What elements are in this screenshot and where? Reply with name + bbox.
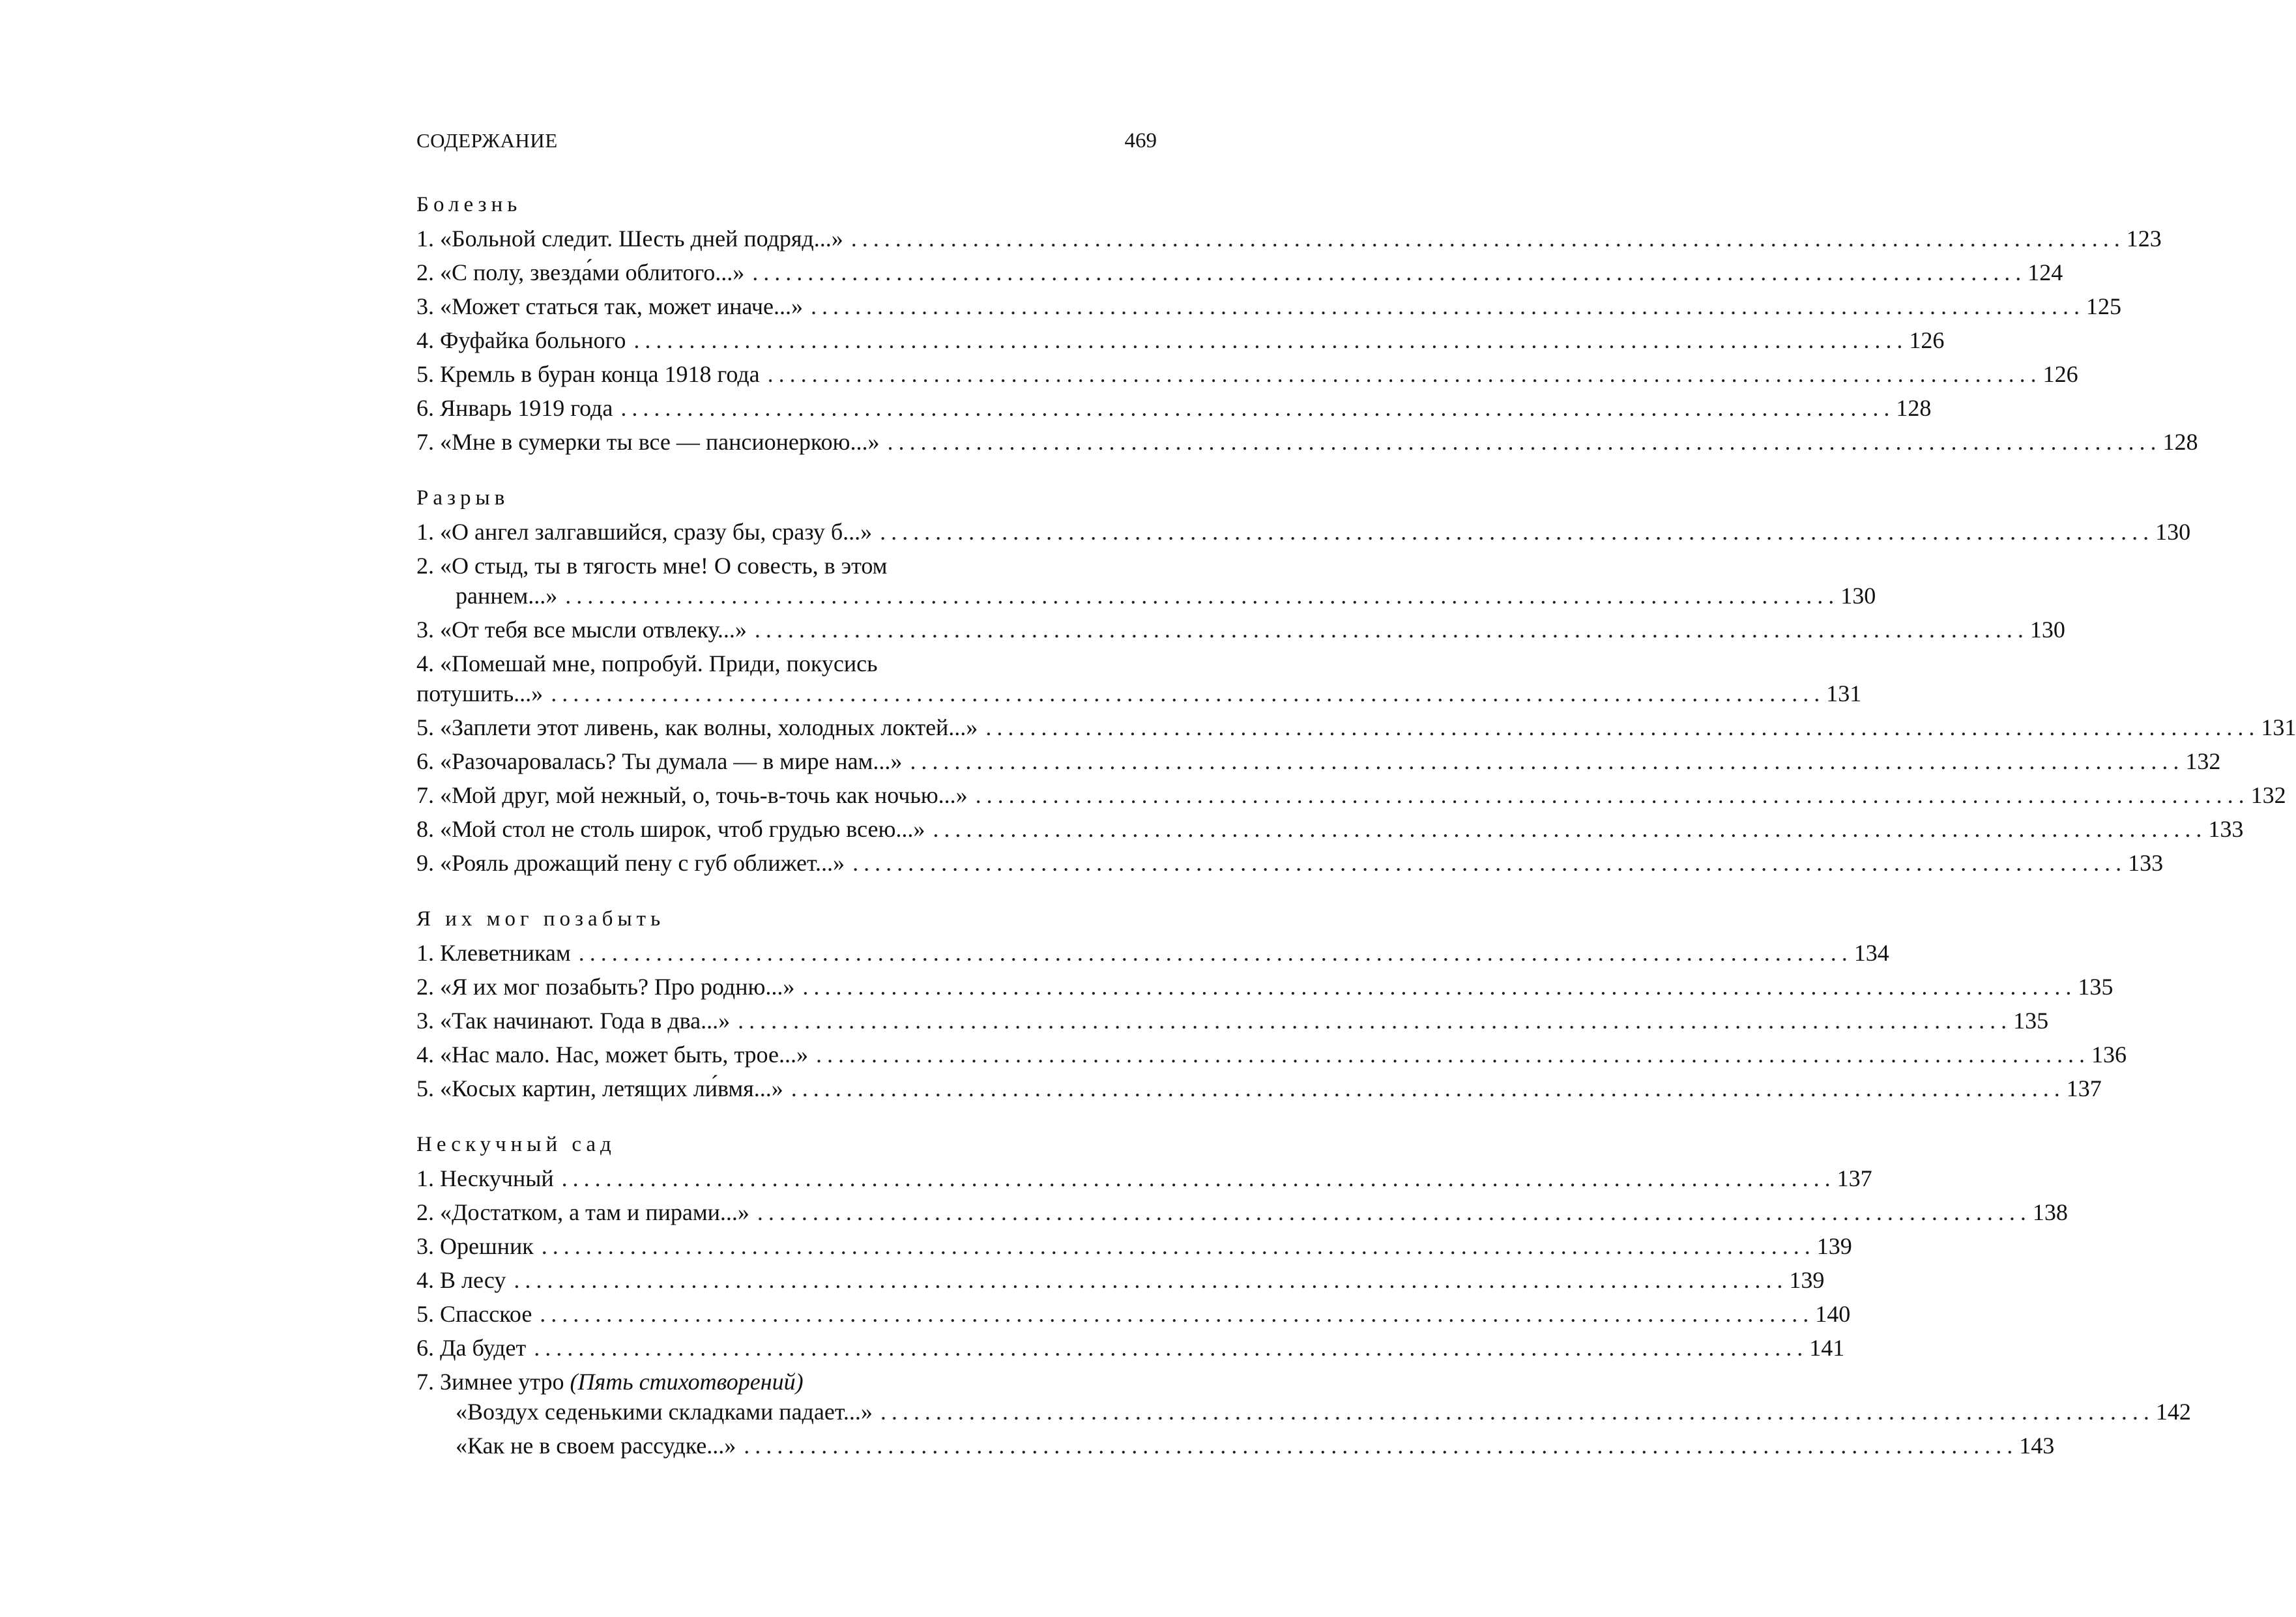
group-label: 7. Зимнее утро (416, 1369, 564, 1395)
dot-leader: ................................................................................................................... (633, 327, 1908, 353)
entry-page: 137 (2066, 1075, 2102, 1101)
dot-leader: ................................................................................................................... (551, 680, 1825, 707)
dot-leader: ................................................................................................................... (910, 748, 2185, 774)
toc-entry (416, 391, 1932, 425)
toc-entry (416, 289, 2121, 323)
entry-title: потушить...» (416, 680, 544, 707)
dot-leader: ................................................................................................................... (578, 940, 1853, 966)
entry-title: 1. Клеветникам (416, 940, 571, 966)
dot-leader: ................................................................................................................... (767, 361, 2042, 387)
entry-title: «Как не в своем рассудке...» (456, 1433, 736, 1459)
toc-entry (416, 1071, 2102, 1105)
entry-page: 137 (1837, 1165, 1872, 1191)
entry-title: 5. Кремль в буран конца 1918 года (416, 361, 760, 387)
toc-entry (416, 970, 2114, 1004)
entry-page: 132 (2250, 782, 2286, 808)
entry-page: 141 (1809, 1335, 1845, 1361)
entry-page: 130 (2155, 519, 2191, 545)
dot-leader: ................................................................................................................... (514, 1267, 1788, 1293)
entry-page: 135 (2013, 1008, 2049, 1034)
entry-page: 143 (2019, 1433, 2055, 1459)
dot-leader: ................................................................................................................... (561, 1165, 1836, 1191)
toc-section (416, 188, 2198, 459)
dot-leader: ................................................................................................................... (541, 1233, 1816, 1259)
entry-title: 5. «Заплети этот ливень, как волны, холодных локтей...» (416, 714, 978, 740)
entry-title: 2. «С полу, звезда́ми облитого...» (416, 259, 745, 285)
running-head (416, 129, 1157, 169)
toc-entry (416, 1395, 2191, 1429)
toc-entry (416, 1229, 1852, 1263)
entry-title: раннем...» (456, 583, 558, 609)
section-title: Разрыв (416, 486, 510, 510)
entry-title: 4. «Нас мало. Нас, может быть, трое...» (416, 1042, 808, 1068)
toc-entry (416, 1161, 1872, 1195)
toc-entry (416, 744, 2221, 778)
entry-title: 4. Фуфайка больного (416, 327, 626, 353)
toc-entry (416, 778, 2286, 812)
entry-page: 124 (2027, 259, 2063, 285)
dot-leader: ................................................................................................................... (815, 1042, 2090, 1068)
entry-title: 6. Январь 1919 года (416, 395, 613, 421)
toc-entry (416, 579, 1876, 613)
dot-leader: ................................................................................................................... (540, 1301, 1814, 1327)
dot-leader: ................................................................................................................... (620, 395, 1895, 421)
dot-leader: ................................................................................................................... (887, 429, 2162, 455)
entry-page: 133 (2128, 850, 2164, 876)
toc-entry (416, 323, 1945, 357)
entry-page: 126 (1909, 327, 1945, 353)
entry-page: 131 (2261, 714, 2296, 740)
dot-leader: ................................................................................................................... (744, 1433, 2018, 1459)
dot-leader: ................................................................................................................... (811, 293, 2085, 319)
entry-page: 135 (2078, 974, 2114, 1000)
toc-entry (416, 1297, 1851, 1331)
entry-title: 2. «Я их мог позабыть? Про родню...» (416, 974, 795, 1000)
entry-title: 8. «Мой стол не столь широк, чтоб грудью всею...» (416, 816, 925, 842)
entry-page: 139 (1816, 1233, 1852, 1259)
entry-title: 1. «Больной следит. Шесть дней подряд...» (416, 226, 843, 252)
toc-entry (416, 222, 2162, 255)
toc-entry (416, 812, 2244, 846)
dot-leader: ................................................................................................................... (880, 1399, 2155, 1425)
dot-leader: ................................................................................................................... (754, 617, 2029, 643)
entry-title-first-line: 4. «Помешай мне, попробуй. Приди, покусись (416, 650, 878, 677)
toc-entry (416, 677, 1862, 710)
entry-page: 128 (1896, 395, 1932, 421)
entry-title: 6. «Разочаровалась? Ты думала — в мире нам...» (416, 748, 903, 774)
entry-page: 126 (2042, 361, 2078, 387)
toc-entry (416, 357, 2078, 391)
toc-entry (416, 936, 1889, 970)
dot-leader: ................................................................................................................... (933, 816, 2207, 842)
entry-title: 2. «Достатком, а там и пирами...» (416, 1199, 749, 1225)
entry-page: 130 (1840, 583, 1876, 609)
toc-entry (416, 1004, 2049, 1038)
entry-title: 3. «Может статься так, может иначе...» (416, 293, 803, 319)
entry-page: 131 (1826, 680, 1862, 707)
dot-leader: ................................................................................................................... (738, 1008, 2013, 1034)
toc-entry (416, 425, 2198, 459)
entry-title: 5. Спасское (416, 1301, 532, 1327)
entry-title: 9. «Рояль дрожащий пену с губ оближет...» (416, 850, 845, 876)
entry-page: 125 (2086, 293, 2121, 319)
entry-title: 6. Да будет (416, 1335, 527, 1361)
toc-entry (416, 613, 2065, 647)
entry-page: 142 (2155, 1399, 2191, 1425)
entry-title: 3. Орешник (416, 1233, 534, 1259)
dot-leader: ................................................................................................................... (850, 226, 2125, 252)
dot-leader: ................................................................................................................... (565, 583, 1840, 609)
group-title (416, 1365, 1157, 1395)
entry-page: 140 (1815, 1301, 1851, 1327)
toc-entry (416, 1195, 2068, 1229)
entry-title: «Воздух седенькими складками падает...» (456, 1399, 873, 1425)
entry-page: 136 (2091, 1042, 2127, 1068)
toc-section (416, 1128, 2191, 1463)
group-label-italic: (Пять стихотворений) (570, 1369, 804, 1395)
section-title: Болезнь (416, 193, 522, 216)
entry-page: 139 (1789, 1267, 1825, 1293)
toc-page (416, 129, 2296, 1485)
entry-page: 133 (2208, 816, 2244, 842)
toc-entry (416, 515, 2191, 549)
dot-leader: ................................................................................................................... (791, 1075, 2065, 1101)
entry-title: 7. «Мой друг, мой нежный, о, точь-в-точь как ночью...» (416, 782, 968, 808)
toc-entry (416, 846, 2164, 880)
dot-leader: ................................................................................................................... (534, 1335, 1809, 1361)
entry-page: 134 (1853, 940, 1889, 966)
toc-entry (416, 710, 2296, 744)
section-title: Я их мог позабыть (416, 907, 665, 931)
entry-title: 5. «Косых картин, летящих ли́вмя...» (416, 1075, 783, 1101)
entry-page: 132 (2185, 748, 2221, 774)
entry-page: 128 (2162, 429, 2198, 455)
entry-title: 3. «От тебя все мысли отвлеку...» (416, 617, 747, 643)
dot-leader: ................................................................................................................... (852, 850, 2127, 876)
entry-page: 130 (2029, 617, 2065, 643)
toc-entry (416, 255, 2063, 289)
toc-section (416, 902, 2127, 1105)
entry-title-first-line: 2. «О стыд, ты в тягость мне! О совесть, в этом (416, 553, 888, 579)
entry-page: 138 (2032, 1199, 2068, 1225)
entry-page: 123 (2126, 226, 2162, 252)
toc-section (416, 481, 2296, 880)
dot-leader: ................................................................................................................... (802, 974, 2077, 1000)
toc-entry (416, 1263, 1825, 1297)
page-number: 469 (1124, 129, 1157, 153)
dot-leader: ................................................................................................................... (975, 782, 2250, 808)
dot-leader: ................................................................................................................... (757, 1199, 2031, 1225)
entry-title: 4. В лесу (416, 1267, 506, 1293)
section-title: Нескучный сад (416, 1133, 616, 1156)
entry-title: 1. Нескучный (416, 1165, 554, 1191)
dot-leader: ................................................................................................................... (985, 714, 2260, 740)
page-title: СОДЕРЖАНИЕ (416, 129, 558, 152)
dot-leader: ................................................................................................................... (880, 519, 2155, 545)
entry-title: 1. «О ангел залгавшийся, сразу бы, сразу б...» (416, 519, 873, 545)
toc-entry (416, 1429, 2055, 1463)
dot-leader: ................................................................................................................... (752, 259, 2027, 285)
entry-title: 7. «Мне в сумерки ты все — пансионеркою...» (416, 429, 880, 455)
entry-title: 3. «Так начинают. Года в два...» (416, 1008, 731, 1034)
toc-entry (416, 1038, 2127, 1071)
toc-entry (416, 1331, 1845, 1365)
